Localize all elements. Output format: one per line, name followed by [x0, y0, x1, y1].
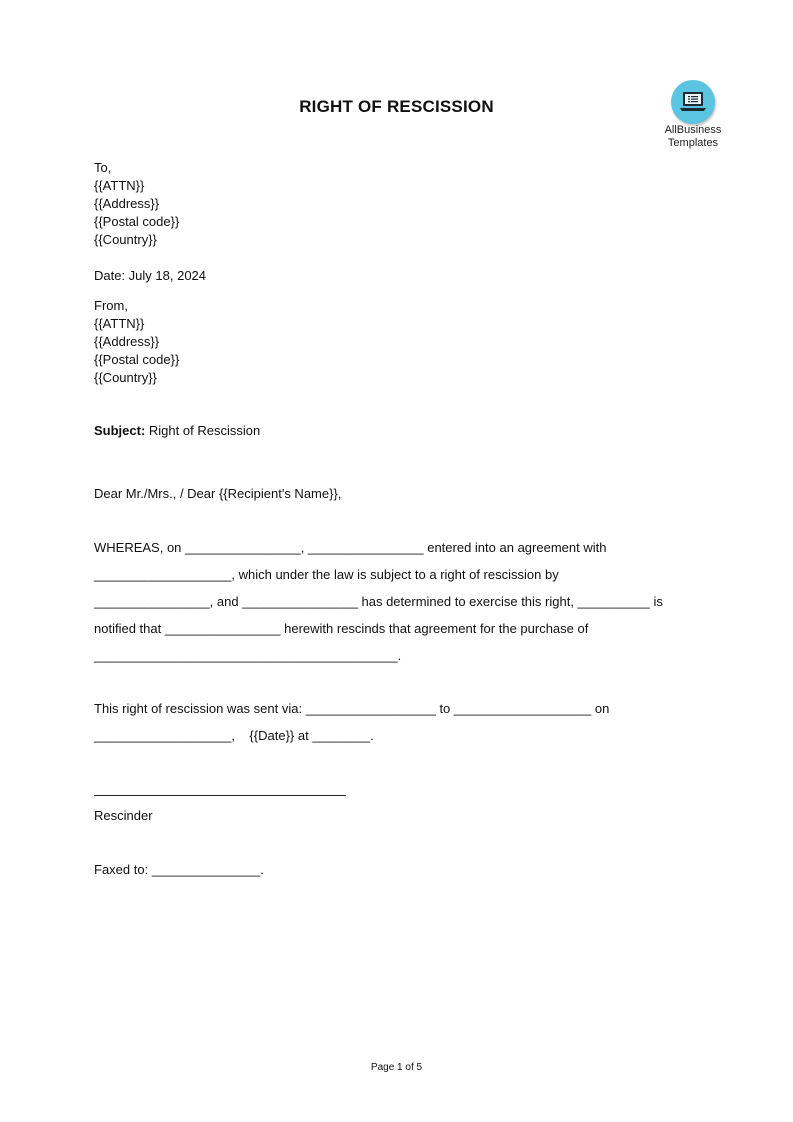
- recipient-address-block: [94, 159, 179, 249]
- faxed-to-text: Faxed to: _______________.: [94, 862, 264, 877]
- paragraph-line: __________________________________________.: [94, 648, 402, 663]
- page-number: Page 1 of 5: [370, 1062, 423, 1073]
- address-line: From,: [94, 298, 128, 313]
- paragraph-line: ___________________, {{Date}} at ________.: [94, 728, 374, 743]
- allbusiness-logo: [652, 80, 734, 150]
- logo-badge: [671, 80, 715, 124]
- paragraph-line: WHEREAS, on ________________, ________________ entered into an agreement with: [94, 540, 607, 555]
- address-line: To,: [94, 160, 112, 175]
- sender-address-block: [94, 297, 179, 387]
- address-line: {{Address}}: [94, 196, 160, 211]
- rescinder-label: [94, 807, 153, 825]
- date-line: [94, 267, 206, 285]
- paragraph-line: ___________________, which under the law is subject to a right of rescission by: [94, 567, 559, 582]
- address-line: {{Country}}: [94, 370, 157, 385]
- signature-line: [94, 795, 346, 796]
- logo-text-line2: Templates: [667, 137, 719, 149]
- subject-line: [94, 422, 260, 440]
- laptop-icon: [680, 90, 706, 114]
- date-text: Date: July 18, 2024: [94, 268, 207, 283]
- faxed-to-line: [94, 861, 264, 879]
- salutation-text: Dear Mr./Mrs., / Dear {{Recipient's Name}},: [94, 486, 342, 501]
- paragraph-line: This right of rescission was sent via: __________________ to ___________________ on: [94, 701, 610, 716]
- document-title: RIGHT OF RESCISSION: [299, 97, 494, 116]
- address-line: {{Postal code}}: [94, 352, 180, 367]
- salutation: [94, 485, 341, 503]
- logo-text: [652, 124, 734, 150]
- sent-via-paragraph: [94, 695, 714, 749]
- subject-value: Right of Rescission: [145, 423, 261, 438]
- paragraph-line: notified that ________________ herewith rescinds that agreement for the purchase of: [94, 621, 589, 636]
- subject-label: Subject:: [94, 423, 146, 438]
- address-line: {{Address}}: [94, 334, 160, 349]
- address-line: {{ATTN}}: [94, 178, 145, 193]
- address-line: {{Country}}: [94, 232, 157, 247]
- whereas-paragraph: [94, 534, 714, 669]
- address-line: {{ATTN}}: [94, 316, 145, 331]
- address-line: {{Postal code}}: [94, 214, 180, 229]
- paragraph-line: ________________, and ________________ has determined to exercise this right, __________ is: [94, 594, 663, 609]
- logo-text-line1: AllBusiness: [664, 124, 722, 136]
- rescinder-text: Rescinder: [94, 808, 153, 823]
